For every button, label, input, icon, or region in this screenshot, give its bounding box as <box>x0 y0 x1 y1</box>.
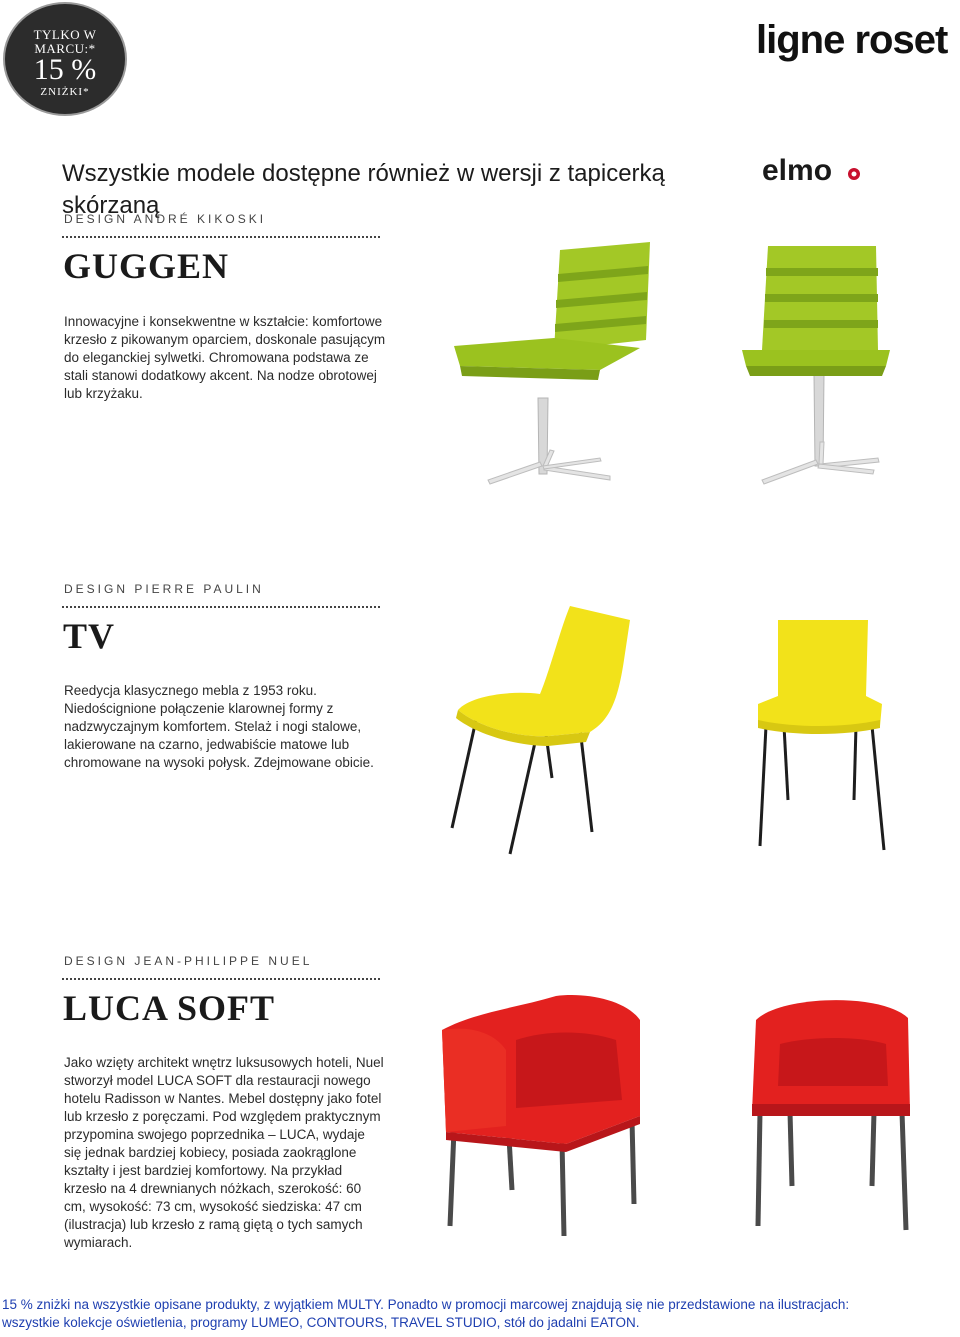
product-2-description <box>64 682 394 772</box>
badge-line-2: MARCU:* <box>34 41 96 56</box>
product-3-designer: DESIGN JEAN-PHILIPPE NUEL <box>64 954 313 968</box>
product-2-description-text: Reedycja klasycznego mebla z 1953 roku. Niedoścignione połączenie klarownej formy z nadzwyczajnym komfortem. Stelaż i nogi stalowe, lakierowane na czarno, jedwabiście matowe lub chromowane na wysoki połysk. Zdejmowane obicie. <box>64 683 374 770</box>
guggen-chair-angled-image <box>450 238 670 496</box>
product-1-description <box>64 313 394 403</box>
intro-text: Wszystkie modele dostępne również w wersji z tapicerką skórzaną <box>62 160 665 219</box>
product-3-description <box>64 1054 384 1252</box>
luca-soft-chair-angled-image <box>436 990 646 1240</box>
tv-chair-front-image <box>744 600 924 860</box>
tv-chair-angled-image <box>440 600 650 860</box>
badge-line-4: ZNIŻKI* <box>40 86 90 98</box>
product-1-description-text: Innowacyjne i konsekwentne w kształcie: komfortowe krzesło z pikowanym oparciem, doskonale pasującym do eleganckiej sylwetki. Chromowana podstawa ze stali stanowi dodatkowy akcent. Na nodze obrotowej lub krzyżaku. <box>64 314 386 401</box>
product-2-designer: DESIGN PIERRE PAULIN <box>64 582 264 596</box>
luca-soft-chair-front-image <box>740 990 920 1240</box>
product-3-divider <box>62 978 380 980</box>
product-3-description-text: Jako wzięty architekt wnętrz luksusowych hoteli, Nuel stworzył model LUCA SOFT dla restauracji nowego hotelu Radisson w Nantes. Mebel dostępny jako fotel lub krzesło z poręczami. Pod względem praktycznym przypomina swojego poprzednika – LUCA, wydaje się jednak bardziej kobiecy, posiada zaokrąglone kształty i jest bardziej komfortowy. Na przykład krzesło na 4 drewnianych nóżkach, szerokość: 60 cm, wysokość: 73 cm, wysokość siedziska: 47 cm (ilustracja) lub krzesło z ramą giętą o tych samych wymiarach. <box>64 1055 384 1250</box>
product-1-designer: DESIGN ANDRÉ KIKOSKI <box>64 212 267 226</box>
product-3-name: LUCA SOFT <box>63 988 276 1028</box>
elmo-logo-text: elmo <box>762 154 833 187</box>
product-2-name: TV <box>63 616 116 656</box>
footer-line-2: wszystkie kolekcje oświetlenia, programy LUMEO, CONTOURS, TRAVEL STUDIO, stół do jadalni EATON. <box>2 1315 640 1330</box>
badge-line-1: TYLKO W <box>33 27 97 42</box>
product-1-name: GUGGEN <box>63 246 230 286</box>
promo-footer <box>2 1296 958 1332</box>
promo-badge <box>3 2 127 116</box>
product-2-divider <box>62 606 380 608</box>
footer-line-1: 15 % zniżki na wszystkie opisane produkty, z wyjątkiem MULTY. Ponadto w promocji marcowej znajdują się nie przedstawione na ilustracjach: <box>2 1297 850 1312</box>
badge-percent: 15 % <box>33 53 97 86</box>
ligne-roset-logo: ligne roset <box>756 18 948 62</box>
elmo-logo <box>762 150 862 190</box>
product-1-divider <box>62 236 380 238</box>
guggen-chair-front-image <box>728 238 948 496</box>
